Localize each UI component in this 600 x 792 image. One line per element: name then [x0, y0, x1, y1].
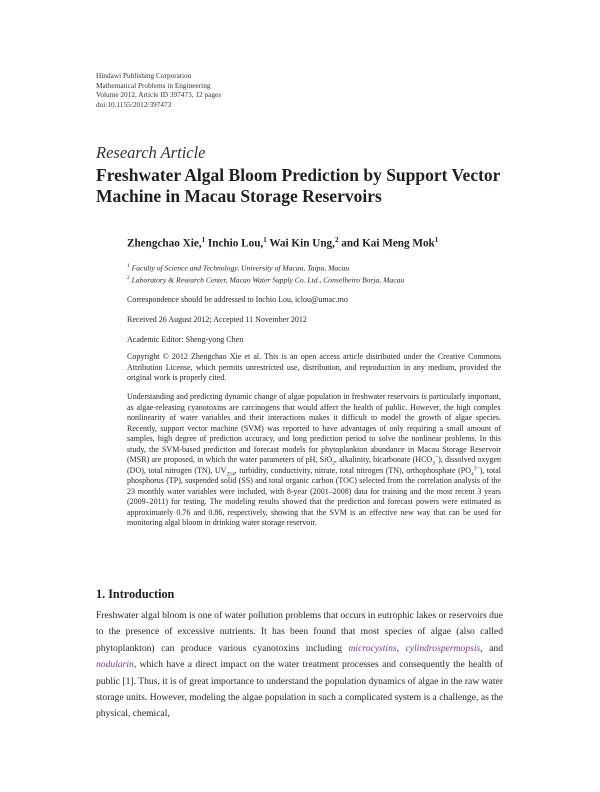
affiliation-2 — [127, 275, 404, 285]
dates: Received 26 August 2012; Accepted 11 November 2012 — [127, 315, 307, 324]
author-affiliation-mark: 1 — [201, 236, 206, 244]
correspondence: Correspondence should be addressed to Inchio Lou, iclou@umac.mo — [127, 295, 348, 304]
author-name: and Kai Meng Mok — [341, 237, 435, 250]
abstract-text: ), dissolved oxygen (DO), total nitrogen (TN), UV — [127, 455, 502, 475]
author-affiliation-mark: 1 — [434, 236, 439, 244]
abstract-superscript: − — [434, 454, 439, 461]
abstract — [127, 392, 501, 529]
abstract-subscript: 4 — [470, 471, 474, 478]
abstract-subscript: 3 — [432, 460, 435, 467]
author-name: Inchio Lou, — [207, 237, 264, 250]
abstract-superscript: 3− — [473, 464, 480, 471]
abstract-text: , turbidity, conductivity, nitrate, total nitrogen (TN), orthophosphate (PO — [234, 465, 471, 475]
abstract-subscript: 254 — [226, 471, 235, 478]
affiliation-1 — [127, 263, 349, 273]
journal-header — [96, 71, 221, 109]
species-name: cylindrospermopsis — [405, 642, 481, 654]
abstract-text: , alkalinity, bicarbonate (HCO — [334, 455, 433, 464]
affiliation-text: Faculty of Science and Technology, University of Macau, Taipa, Macau — [131, 263, 350, 273]
species-name: microcystins — [348, 642, 397, 654]
article-type: Research Article — [96, 143, 206, 162]
author-affiliation-mark: 2 — [334, 236, 339, 244]
intro-text: , which have a direct impact on the water treatment processes and consequently the health of public [1]. Thus, it is of great importance to understand the population dynamics of algae in the raw water storage units. However, modeling the algae population in such a complicated system is a challenge, as the physical, chemical, — [96, 659, 503, 720]
affiliation-number: 1 — [127, 263, 130, 269]
volume-info: Volume 2012, Article ID 397473, 12 pages — [96, 90, 222, 100]
paper-title: Freshwater Algal Bloom Prediction by Support Vector Machine in Macau Storage Reservoirs — [96, 165, 501, 206]
section-heading-introduction: 1. Introduction — [96, 587, 175, 601]
doi[interactable]: doi:10.1155/2012/397473 — [96, 99, 172, 109]
publisher-name: Hindawi Publishing Corporation — [96, 71, 192, 80]
affiliation-number: 2 — [127, 275, 130, 281]
species-name: nodularin — [96, 659, 134, 671]
abstract-text: Understanding and predicting dynamic change of algae population in freshwater reservoirs is particularly important, as algae-releasing cyanotoxins are carcinogens that would affect the health of public. However, the high complex nonlinearity of water variables and their interactions makes it difficult to model the growth of algae species. Recently, support vector machine (SVM) was reported to have advantages of only requiring a small amount of samples, high degree of prediction accuracy, and long prediction period to solve the nonlinear problems. In this study, the SVM-based prediction and forecast models for phytoplankton abundance in Macau Storage Reservoir (MSR) are proposed, in which the water parameters of pH, SiO — [127, 392, 501, 464]
journal-name: Mathematical Problems in Engineering — [96, 80, 211, 90]
copyright-notice: Copyright © 2012 Zhengchao Xie et al. This is an open access article distributed under the Creative Commons Attribution License, which permits unrestricted use, distribution, and reproduction in any medium, provided the original work is properly cited. — [127, 352, 501, 382]
affiliation-text: Laboratory & Research Center, Macao Water Supply Co. Ltd., Conselheiro Borja, Macau — [131, 275, 405, 285]
author-list — [127, 236, 438, 250]
abstract-text: ), total phosphorus (TP), suspended solid (SS) and total organic carbon (TOC) selected from the correlation analysis of the 23 monthly water variables were included, with 8-year (2001–2008) data for training and the most recent 3 years (2009–2011) for testing. The modeling results showed that the prediction and forecast powers were estimated as approximately 0.76 and 0.86, respectively, showing that the SVM is an effective new way that can be used for monitoring algal bloom in drinking water storage reservoir. — [127, 465, 501, 527]
intro-text: Freshwater algal bloom is one of water pollution problems that occurs in eutrophic lakes or reservoirs due to the presence of excessive nutrients. It has been found that most species of algae (also called phytoplankton) can produce various cyanotoxins including — [96, 610, 503, 654]
author-affiliation-mark: 1 — [263, 236, 267, 244]
abstract-subscript: 2 — [332, 460, 335, 467]
intro-text: , — [396, 642, 406, 654]
author-name: Zhengchao Xie, — [127, 237, 202, 250]
intro-text: , and — [480, 642, 503, 654]
academic-editor: Academic Editor: Sheng-yong Chen — [127, 335, 244, 344]
author-name: Wai Kin Ung, — [269, 237, 335, 250]
introduction-paragraph — [96, 608, 503, 723]
